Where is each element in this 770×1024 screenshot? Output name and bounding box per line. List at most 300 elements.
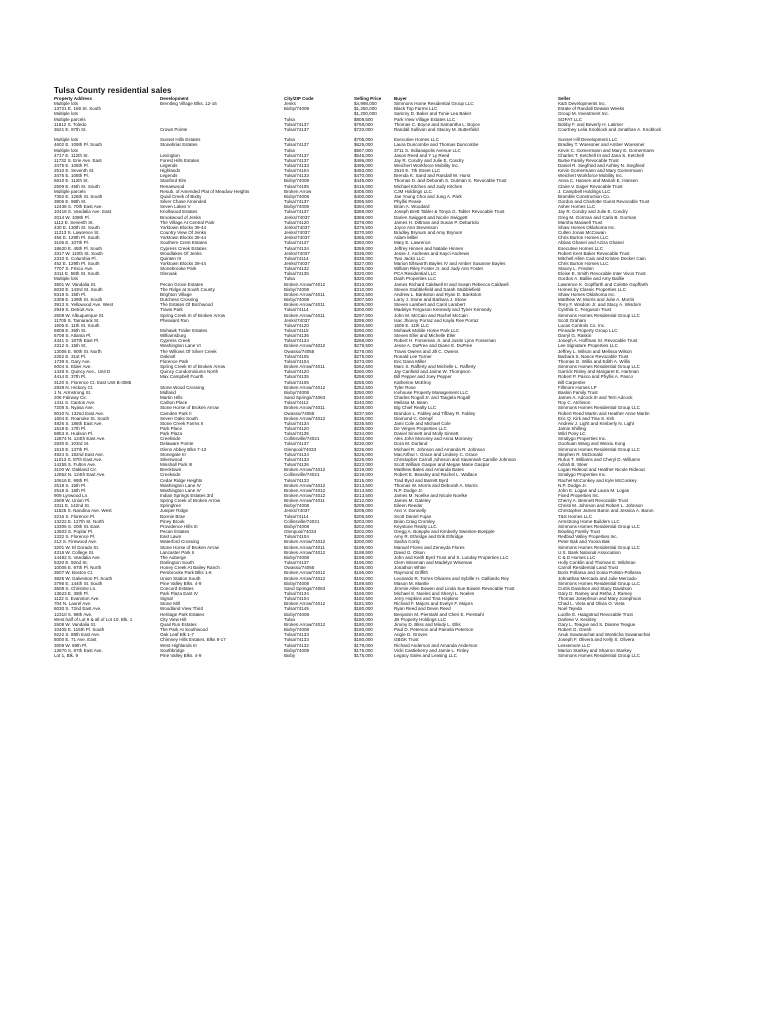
cell-selling-price: $365,000 bbox=[354, 235, 373, 241]
cell-property-address: 9010 N. 132nd East Ave. bbox=[54, 410, 105, 416]
cell-development: Sunset Hills Estates bbox=[160, 137, 201, 143]
cell-selling-price: $202,000 bbox=[354, 523, 373, 529]
cell-buyer: 3711 S. Indianapolis Avenue LLC bbox=[394, 147, 461, 153]
cell-property-address: 7352 E. 126th St. South bbox=[54, 193, 103, 199]
cell-selling-price: $237,500 bbox=[354, 410, 373, 416]
cell-seller: Cherry A. Bennett Revocable Trust bbox=[558, 498, 629, 504]
cell-city-zip: Bixby/74008 bbox=[284, 106, 310, 112]
cell-seller: Noel Tejeda bbox=[558, 606, 582, 612]
cell-buyer: Larry J. Stone and Barbara J. Stone bbox=[394, 297, 467, 303]
cell-buyer: William Riley Foster Jr. and Judy Ann Foster bbox=[394, 266, 484, 272]
cell-seller: Barbara S. Nance Revocable Trust bbox=[558, 353, 629, 359]
cell-development: Stone Horse of Broken Arrow bbox=[160, 405, 219, 411]
cell-buyer: Brandon L. Fabley and Tiffany R. Fabley bbox=[394, 410, 476, 416]
cell-development: East Lawn bbox=[160, 534, 182, 540]
cell-development: Cypress Creek Estates bbox=[160, 245, 207, 251]
cell-property-address: 10006 E. 97th Pl. North bbox=[54, 565, 102, 571]
cell-buyer: James M. Gateley bbox=[394, 498, 431, 504]
cell-city-zip: Jenks/74037 bbox=[284, 260, 310, 266]
cell-development: Resub. of Amended Plat of Meadow Heights bbox=[160, 188, 250, 194]
cell-property-address: 2252 E. 31st Pl. bbox=[54, 353, 87, 359]
cell-seller: Smalygo Properties Inc. bbox=[558, 436, 607, 442]
cell-seller: Christi M. Johnson and Robert L. Johnson bbox=[558, 503, 643, 509]
cell-seller: Simmons Homes Residential Group LLC bbox=[558, 523, 640, 529]
cell-selling-price: $236,000 bbox=[354, 415, 373, 421]
cell-property-address: 3796 E. 144th St. South bbox=[54, 580, 103, 586]
cell-seller: Carroll Residential Land Trust bbox=[558, 565, 618, 571]
cell-selling-price: $200,000 bbox=[354, 539, 373, 545]
cell-property-address: 3106 E. 107th Pl. bbox=[54, 240, 89, 246]
cell-development: The Ridge at South County bbox=[160, 286, 215, 292]
cell-seller: Daniel R. Siegfried and Ashley N. Siegfried bbox=[558, 163, 645, 169]
cell-buyer: Ryan Reed and Devin Reed bbox=[394, 606, 451, 612]
cell-city-zip: Tulsa bbox=[284, 147, 295, 153]
cell-buyer: Keystone Realty LLC bbox=[394, 523, 437, 529]
cell-selling-price: $260,000 bbox=[354, 369, 373, 375]
cell-property-address: 212 S. Firewood Ave. bbox=[54, 539, 98, 545]
cell-selling-price: $186,000 bbox=[354, 590, 373, 596]
cell-city-zip: Tulsa/74132 bbox=[284, 642, 309, 648]
cell-property-address: 1604 E. Roanoke St. South bbox=[54, 415, 110, 421]
cell-seller: Eric Q. Kirk and Tina S. Kirk bbox=[558, 415, 615, 421]
column-header-buyer: Buyer bbox=[394, 96, 407, 101]
cell-selling-price: $180,000 bbox=[354, 632, 373, 638]
cell-development: Quincy Condominiums North bbox=[160, 369, 219, 375]
cell-seller: Guohuan Wang and Weixiu Kong bbox=[558, 441, 626, 447]
cell-property-address: 3608 S. Christine Ln. bbox=[54, 585, 97, 591]
cell-selling-price: $250,000 bbox=[354, 389, 373, 395]
cell-development: Spring Creek III of Broken Arrow bbox=[160, 364, 226, 370]
cell-selling-price: $219,000 bbox=[354, 472, 373, 478]
cell-development: Silverwood bbox=[160, 456, 183, 462]
cell-seller: Cynthia C. Ferguson Trust bbox=[558, 307, 612, 313]
cell-selling-price: $567,000 bbox=[354, 147, 373, 153]
cell-development: Quail Run Estates bbox=[160, 621, 197, 627]
cell-property-address: 5320 E. 92nd St. bbox=[54, 560, 88, 566]
cell-seller: Estate of Randall Dewain Weeks bbox=[558, 106, 625, 112]
cell-seller: Executive Homes LLC bbox=[558, 245, 603, 251]
cell-city-zip: Tulsa/74145 bbox=[284, 606, 309, 612]
cell-city-zip: Broken Arrow/74011 bbox=[284, 364, 325, 370]
cell-city-zip: Owasso/74055 bbox=[284, 410, 315, 416]
cell-buyer: Steven Stubblefield and Sarah Stubblefield bbox=[394, 286, 481, 292]
cell-city-zip: Tulsa/74135 bbox=[284, 374, 309, 380]
cell-city-zip: Broken Arrow/74011 bbox=[284, 498, 325, 504]
cell-city-zip: Tulsa/74134 bbox=[284, 590, 309, 596]
cell-property-address: 2830 E. 103rd St. bbox=[54, 441, 90, 447]
cell-development: Mohawk Trailer Estates bbox=[160, 328, 208, 334]
cell-selling-price: $209,000 bbox=[354, 503, 373, 509]
cell-seller: John E. Logan and Laura M. Logan bbox=[558, 487, 630, 493]
cell-city-zip: Tulsa/74115 bbox=[284, 328, 309, 334]
cell-selling-price: $496,000 bbox=[354, 157, 373, 163]
cell-development: Creekside bbox=[160, 472, 181, 478]
cell-buyer: PCA Residential LLC bbox=[394, 271, 437, 277]
cell-property-address: 12874 N. 124th East Ave. bbox=[54, 436, 106, 442]
cell-buyer: Madelyn Ferguson Kennedy and Tyner Kennedy bbox=[394, 307, 492, 313]
cell-buyer: James Richard Caldwell III and Susan Rebecca Caldwell bbox=[394, 281, 509, 287]
cell-development: Highlands bbox=[160, 168, 181, 174]
cell-development: Pheasant Run bbox=[160, 317, 189, 323]
cell-selling-price: $212,000 bbox=[354, 498, 373, 504]
cell-selling-price: $302,500 bbox=[354, 291, 373, 297]
cell-seller: Lucas Controls Co. Inc. bbox=[558, 322, 606, 328]
cell-development: Oaknoll bbox=[160, 353, 176, 359]
cell-buyer: Thomas D. and Deborah S. Gutman S. Revocable Trust bbox=[394, 178, 507, 184]
cell-selling-price: $378,000 bbox=[354, 219, 373, 225]
cell-development: Brookwood of Jenks bbox=[160, 214, 201, 220]
cell-property-address: 14255 S. Fulton Ave. bbox=[54, 462, 97, 468]
cell-city-zip: Tulsa/74134 bbox=[284, 338, 309, 344]
cell-selling-price: $175,000 bbox=[354, 647, 373, 653]
cell-city-zip: Tulsa/74135 bbox=[284, 431, 309, 437]
cell-seller: Robert Reed Martin and Heather Anne Martin bbox=[558, 410, 650, 416]
cell-buyer: Matthew Bates and Amanda Bates bbox=[394, 467, 464, 473]
cell-property-address: 13721 E. 169 St. South bbox=[54, 106, 102, 112]
cell-seller: Roy C. Atchison bbox=[558, 400, 591, 406]
cell-development: Union Station South bbox=[160, 575, 201, 581]
cell-buyer: Marc S. Rafferty and Michelle L. Rafferty bbox=[394, 364, 476, 370]
cell-city-zip: Tulsa/74104 bbox=[284, 358, 309, 364]
cell-development: Pecan Grove Estates bbox=[160, 281, 203, 287]
cell-development: Stone Creek Farms II bbox=[160, 420, 204, 426]
cell-property-address: Multiple lots bbox=[54, 111, 79, 117]
cell-development: Stone Mill bbox=[160, 601, 180, 607]
cell-property-address: 6004 S. Elder Ave. bbox=[54, 364, 92, 370]
cell-property-address: 4826 S. 186th East Ave. bbox=[54, 420, 103, 426]
cell-development: Silver Chase Amended bbox=[160, 199, 207, 205]
cell-city-zip: Tulsa bbox=[284, 116, 295, 122]
cell-city-zip: Bixby bbox=[284, 652, 296, 658]
cell-development: Williamsburg bbox=[160, 333, 187, 339]
cell-buyer: Robert E. Beasley and Rachel L. Wallace bbox=[394, 472, 478, 478]
cell-city-zip: Jenks/74037 bbox=[284, 317, 310, 323]
cell-property-address: 3826 W. Galveston Pl. South bbox=[54, 575, 113, 581]
cell-seller: Weichert Workforce Mobility Inc. bbox=[558, 173, 624, 179]
cell-development: Concord Estates bbox=[160, 585, 194, 591]
cell-selling-price: $394,000 bbox=[354, 204, 373, 210]
cell-city-zip: Tulsa/74134 bbox=[284, 451, 309, 457]
cell-development: Woodlakes Of Jenks bbox=[160, 250, 202, 256]
cell-selling-price: $278,000 bbox=[354, 348, 373, 354]
cell-buyer: Thomas C. Boyce and Samantha L. Boyce bbox=[394, 121, 480, 127]
cell-selling-price: $310,000 bbox=[354, 286, 373, 292]
cell-property-address: 909 Lynwood Ln. bbox=[54, 493, 89, 499]
cell-buyer: Park View Village Estates LLC bbox=[394, 116, 456, 122]
cell-seller: Logan Rideout and Heather Nicole Rideout bbox=[558, 467, 645, 473]
cell-property-address: 12862 N. 124th East Ave. bbox=[54, 472, 106, 478]
cell-buyer: Michael R. Johnson and Amanda R. Johnson bbox=[394, 446, 485, 452]
cell-seller: Christopher James Baron and Jessica A. Baron bbox=[558, 508, 654, 514]
cell-property-address: 13503 S. Poplar Pl. bbox=[54, 529, 94, 535]
page-title: Tulsa County residential sales bbox=[54, 86, 172, 95]
cell-seller: Mitchell Allen Cain and Kristen Decker Cain bbox=[558, 255, 646, 261]
cell-property-address: 13222 E. 127th St. North bbox=[54, 518, 105, 524]
cell-selling-price: $305,000 bbox=[354, 302, 373, 308]
cell-development: Legends bbox=[160, 163, 178, 169]
cell-city-zip: Tulsa/74132 bbox=[284, 266, 309, 272]
cell-city-zip: Broken Arrow/74012 bbox=[284, 493, 326, 499]
cell-buyer: Vicki Castleberry and Jamie L. Finley bbox=[394, 647, 469, 653]
cell-seller: T&S Homes LLC bbox=[558, 513, 593, 519]
cell-property-address: 2216 S. Florence Pl. bbox=[54, 513, 96, 519]
cell-development: Seven Lakes V bbox=[160, 204, 191, 210]
cell-selling-price: $180,000 bbox=[354, 606, 373, 612]
cell-buyer: Thomas W. Morris and Deborah A. Morris bbox=[394, 482, 478, 488]
cell-buyer: Eileen Reeder bbox=[394, 503, 423, 509]
cell-city-zip: Tulsa bbox=[284, 137, 295, 143]
cell-property-address: 7208 S. Nyasa Ave. bbox=[54, 405, 94, 411]
cell-seller: Shaw Homes Oklahoma Inc. bbox=[558, 224, 616, 230]
cell-city-zip: Broken Arrow/74011 bbox=[284, 312, 325, 318]
cell-development: Florence Park bbox=[160, 358, 189, 364]
cell-selling-price: $289,000 bbox=[354, 333, 373, 339]
cell-selling-price: $389,000 bbox=[354, 209, 373, 215]
cell-buyer: Steven Eller and Michelle Eller bbox=[394, 333, 456, 339]
cell-city-zip: Broken Arrow/74012 bbox=[284, 549, 326, 555]
cell-selling-price: $252,500 bbox=[354, 384, 373, 390]
cell-development: Stonebrooke Park bbox=[160, 266, 197, 272]
cell-selling-price: $327,000 bbox=[354, 260, 373, 266]
cell-buyer: James M. Noelke and Nicole Noelke bbox=[394, 493, 468, 499]
cell-city-zip: Owasso/74055 bbox=[284, 565, 315, 571]
cell-city-zip: Tulsa/74114 bbox=[284, 255, 309, 261]
cell-selling-price: $189,500 bbox=[354, 580, 373, 586]
cell-property-address: 6030 S. 72nd East Ave. bbox=[54, 606, 102, 612]
cell-development: Yorktown Blocks 39-44 bbox=[160, 224, 207, 230]
cell-property-address: 2509 E. 45th St. South bbox=[54, 183, 100, 189]
cell-seller: Bramble Construction Co. bbox=[558, 193, 611, 199]
cell-seller: Darlene V. Keckley bbox=[558, 616, 597, 622]
cell-buyer: Isac Jhonny Porraz and Kayla Ree Porraz bbox=[394, 317, 479, 323]
cell-seller: Joseph A. Hoffman Sr. Revocable Trust bbox=[558, 338, 638, 344]
cell-development: The Auberge bbox=[160, 554, 187, 560]
cell-selling-price: $178,000 bbox=[354, 642, 373, 648]
cell-development: Knollwood Estates bbox=[160, 209, 198, 215]
cell-property-address: 1518 E. 17th Pl. bbox=[54, 425, 87, 431]
cell-city-zip: Tulsa/74133 bbox=[284, 173, 309, 179]
cell-city-zip: Tulsa/74133 bbox=[284, 632, 309, 638]
cell-city-zip: Tulsa/74134 bbox=[284, 245, 309, 251]
cell-buyer: Jason Reed and Y Ly Reed bbox=[394, 152, 450, 158]
cell-buyer: Black Top Farms LLC bbox=[394, 106, 438, 112]
cell-buyer: Jae Young Choi and Jung A. Park bbox=[394, 193, 462, 199]
cell-city-zip: Bixby/74008 bbox=[284, 389, 310, 395]
cell-selling-price: $180,000 bbox=[354, 611, 373, 617]
cell-seller: Kevin C. Gomermann and Mary E. Gomermann bbox=[558, 147, 655, 153]
cell-seller: Adrah B. Steer bbox=[558, 462, 588, 468]
cell-selling-price: $235,500 bbox=[354, 420, 373, 426]
cell-property-address: 11013 S. 87th East Ave. bbox=[54, 456, 103, 462]
cell-selling-price: $405,000 bbox=[354, 188, 373, 194]
cell-property-address: 10418 S. Vandalia Ave. East bbox=[54, 209, 112, 215]
cell-property-address: 10616 E. 99th Pl. bbox=[54, 477, 89, 483]
cell-buyer: John M. McCain and Rachel McCain bbox=[394, 312, 468, 318]
cell-selling-price: $275,000 bbox=[354, 353, 373, 359]
cell-city-zip: Tulsa/74114 bbox=[284, 513, 309, 519]
cell-city-zip: Tulsa/74105 bbox=[284, 379, 309, 385]
cell-seller: Jeffrey L. Wilson and Melissa Wilson bbox=[558, 348, 632, 354]
cell-seller: Jay R. Condry and Julie E. Condry bbox=[558, 209, 628, 215]
cell-development: Stonegate III bbox=[160, 451, 186, 457]
cell-development: Quinten III bbox=[160, 255, 181, 261]
cell-city-zip: Bixby/74008 bbox=[284, 297, 310, 303]
cell-development: Southern Crest Estates bbox=[160, 240, 208, 246]
cell-city-zip: Broken Arrow/74012 bbox=[284, 384, 326, 390]
cell-city-zip: Tulsa/74120 bbox=[284, 322, 309, 328]
cell-buyer: Jesse A. DuPree and Diane E. DuPree bbox=[394, 343, 473, 349]
cell-development: Minshall Park III bbox=[160, 462, 193, 468]
cell-property-address: 2609 W. Union Pl. bbox=[54, 498, 91, 504]
cell-property-address: 3475 E. 108th Pl. bbox=[54, 173, 89, 179]
cell-city-zip: Tulsa/74137 bbox=[284, 121, 309, 127]
cell-city-zip: Sand Springs/74063 bbox=[284, 585, 326, 591]
cell-buyer: Laura Duncombe and Thomas Duncombe bbox=[394, 142, 479, 148]
cell-city-zip: Broken Arrow/74012 bbox=[284, 482, 326, 488]
cell-development: Brighton Village bbox=[160, 291, 192, 297]
cell-city-zip: Tulsa/74137 bbox=[284, 240, 309, 246]
cell-property-address: 206 Fairway Cir. bbox=[54, 395, 87, 401]
cell-property-address: 2518 S. 15th Pl. bbox=[54, 482, 87, 488]
cell-seller: U.S. Bank National Association bbox=[558, 549, 621, 555]
cell-seller: Sunset Hill Development LLC bbox=[558, 137, 618, 143]
cell-selling-price: $208,000 bbox=[354, 508, 373, 514]
cell-property-address: 3621 E. 97th St. bbox=[54, 126, 87, 132]
cell-seller: Marion Starkey and Sharron Starkey bbox=[558, 647, 632, 653]
cell-seller: Eloise E. Smith Revocable Inter Vivos Trust bbox=[558, 271, 646, 277]
cell-city-zip: Jenks/74037 bbox=[284, 235, 310, 241]
cell-seller: K&S Developments Inc. bbox=[558, 101, 607, 107]
cell-buyer: Melissa M. Bean bbox=[394, 400, 428, 406]
cell-development: Lexington bbox=[160, 152, 180, 158]
cell-selling-price: $181,500 bbox=[354, 601, 373, 607]
cell-city-zip: Tulsa/74120 bbox=[284, 219, 309, 225]
cell-seller: Chris Burton Homes LLC bbox=[558, 260, 609, 266]
cell-seller: Rufus T. Williams and Cheryl D. Williams bbox=[558, 456, 641, 462]
cell-buyer: Leonardo R. Torres Olivares and Sybille H. Galliardo Rey bbox=[394, 575, 509, 581]
cell-selling-price: $376,500 bbox=[354, 224, 373, 230]
cell-property-address: 13006 E. 90th St. North bbox=[54, 348, 102, 354]
cell-seller: Jamie Shilling bbox=[558, 425, 587, 431]
cell-buyer: Two Jacks LLC bbox=[394, 255, 425, 261]
cell-selling-price: $288,000 bbox=[354, 338, 373, 344]
cell-selling-price: $222,000 bbox=[354, 462, 373, 468]
cell-seller: Bill Carpenter bbox=[558, 379, 586, 385]
cell-seller: Matthew W. Morris and Julie A. Morris bbox=[558, 297, 635, 303]
cell-selling-price: $336,000 bbox=[354, 250, 373, 256]
cell-selling-price: $295,000 bbox=[354, 317, 373, 323]
cell-buyer: Clem Wiseman and Madelyn Wiseman bbox=[394, 560, 473, 566]
cell-property-address: 3801 W. Vandalia St. bbox=[54, 281, 97, 287]
cell-selling-price: $370,500 bbox=[354, 230, 373, 236]
cell-property-address: 2608 W. Albuquerque St. bbox=[54, 312, 105, 318]
cell-selling-price: $395,500 bbox=[354, 199, 373, 205]
cell-property-address: 3317 W. 110th St. South bbox=[54, 250, 103, 256]
cell-buyer: Jesse J. Andrews and Kayci Andrews bbox=[394, 250, 470, 256]
cell-property-address: 4414 E. 37th Pl. bbox=[54, 374, 87, 380]
cell-development: Stone Wood Crossing bbox=[160, 384, 205, 390]
cell-city-zip: Tulsa/74105 bbox=[284, 183, 309, 189]
cell-buyer: N.P. Dodge Jr. bbox=[394, 487, 423, 493]
cell-property-address: 1510 E. 137th Pl. bbox=[54, 446, 89, 452]
cell-buyer: Richard F. Majors and Evelyn F. Majors bbox=[394, 601, 473, 607]
cell-property-address: 4824 S. 182nd East Ave. bbox=[54, 451, 104, 457]
cell-seller: Greg M. Gorman and Carla B. Gorman bbox=[558, 214, 637, 220]
cell-selling-price: $213,500 bbox=[354, 493, 373, 499]
cell-property-address: 7707 S. Frisco Ave. bbox=[54, 266, 94, 272]
cell-property-address: Multiple lots bbox=[54, 137, 79, 143]
cell-city-zip: Owasso/74055 bbox=[284, 348, 315, 354]
cell-seller: Anna C. Hansen and Mariah E. Hansen bbox=[558, 178, 638, 184]
cell-property-address: 3411 E. 58th St. South bbox=[54, 271, 100, 277]
cell-city-zip: Jenks/74037 bbox=[284, 230, 310, 236]
cell-buyer: Jerry Hopkins and Tina Hopkins bbox=[394, 596, 459, 602]
cell-seller: Wild Pony LC bbox=[558, 431, 586, 437]
cell-city-zip: Glenpool/74033 bbox=[284, 446, 317, 452]
cell-city-zip: Tulsa/74133 bbox=[284, 637, 309, 643]
cell-buyer: Sasha Conly bbox=[394, 539, 420, 545]
cell-development: Pembrooke Park Blks 1-6 bbox=[160, 570, 212, 576]
cell-buyer: Trad Byrd and Barrett Byrd bbox=[394, 477, 449, 483]
cell-seller: Bradley T. Woessner and Amber Woessner bbox=[558, 142, 645, 148]
cell-seller: Group M. Investment Inc. bbox=[558, 111, 610, 117]
cell-seller: Thomas Josephson and Mary Josephson bbox=[558, 596, 642, 602]
cell-city-zip: Tulsa/74104 bbox=[284, 534, 309, 540]
cell-selling-price: $255,000 bbox=[354, 379, 373, 385]
cell-city-zip: Tulsa/74137 bbox=[284, 157, 309, 163]
cell-seller: Charles T. Ketchell III and Jana S. Ketchell bbox=[558, 152, 644, 158]
cell-seller: Gary D. Ramey and Retha J. Ramey bbox=[558, 590, 633, 596]
cell-city-zip: Broken Arrow/74012 bbox=[284, 601, 326, 607]
cell-city-zip: Tulsa bbox=[284, 616, 295, 622]
cell-property-address: West half of Lot 9 & all of Lot 10, Blk. 1 bbox=[54, 616, 133, 622]
cell-seller: Armstrong Home Builders LLC bbox=[558, 518, 620, 524]
cell-property-address: 2510 E. Seventh St. bbox=[54, 168, 95, 174]
cell-selling-price: $808,500 bbox=[354, 116, 373, 122]
cell-property-address: 11525 S. Nandina Ave. West bbox=[54, 508, 112, 514]
cell-development: Bonnie Brae bbox=[160, 513, 186, 519]
cell-selling-price: $495,000 bbox=[354, 163, 373, 169]
cell-property-address: 11612 S. Toledo bbox=[54, 121, 87, 127]
cell-development: Glenoak bbox=[160, 271, 177, 277]
cell-city-zip: Bixby/74008 bbox=[284, 204, 310, 210]
cell-development: Honey Creek At Bailey Ranch bbox=[160, 565, 220, 571]
cell-property-address: 704 N. Laurel Ave. bbox=[54, 601, 92, 607]
cell-buyer: GBGK Trust bbox=[394, 637, 419, 643]
cell-buyer: Mary E. Lawrence bbox=[394, 240, 431, 246]
cell-buyer: Weichert Workforce Mobility Inc. bbox=[394, 163, 460, 169]
cell-city-zip: Bixby/74008 bbox=[284, 523, 310, 529]
cell-seller: Curtis Davidson and Stacy Davidson bbox=[558, 585, 632, 591]
cell-seller: Scott Graham bbox=[558, 317, 587, 323]
cell-city-zip: Tulsa/74137 bbox=[284, 152, 309, 158]
cell-buyer: Jonathon White bbox=[394, 565, 426, 571]
cell-seller: Stacey L. Frieden bbox=[558, 266, 594, 272]
cell-property-address: 6708 S. Atlanta Pl. bbox=[54, 333, 92, 339]
cell-development: Signal bbox=[160, 596, 173, 602]
cell-city-zip: Broken Arrow/74011 bbox=[284, 544, 325, 550]
cell-development: Country View Of Jenks bbox=[160, 230, 207, 236]
cell-city-zip: Tulsa/74133 bbox=[284, 477, 309, 483]
cell-selling-price: $199,000 bbox=[354, 544, 373, 550]
cell-selling-price: $219,000 bbox=[354, 467, 373, 473]
cell-buyer: Raymond Griffith bbox=[394, 570, 429, 576]
cell-development: Darlington South bbox=[160, 560, 194, 566]
cell-city-zip: Collinsville/74021 bbox=[284, 472, 320, 478]
cell-buyer: Phyllis Pease bbox=[394, 199, 422, 205]
cell-development: Renaewood bbox=[160, 183, 185, 189]
cell-buyer: Joseph Brett Tabler & Tonya G. Tabler Revocable Trust bbox=[394, 209, 505, 215]
